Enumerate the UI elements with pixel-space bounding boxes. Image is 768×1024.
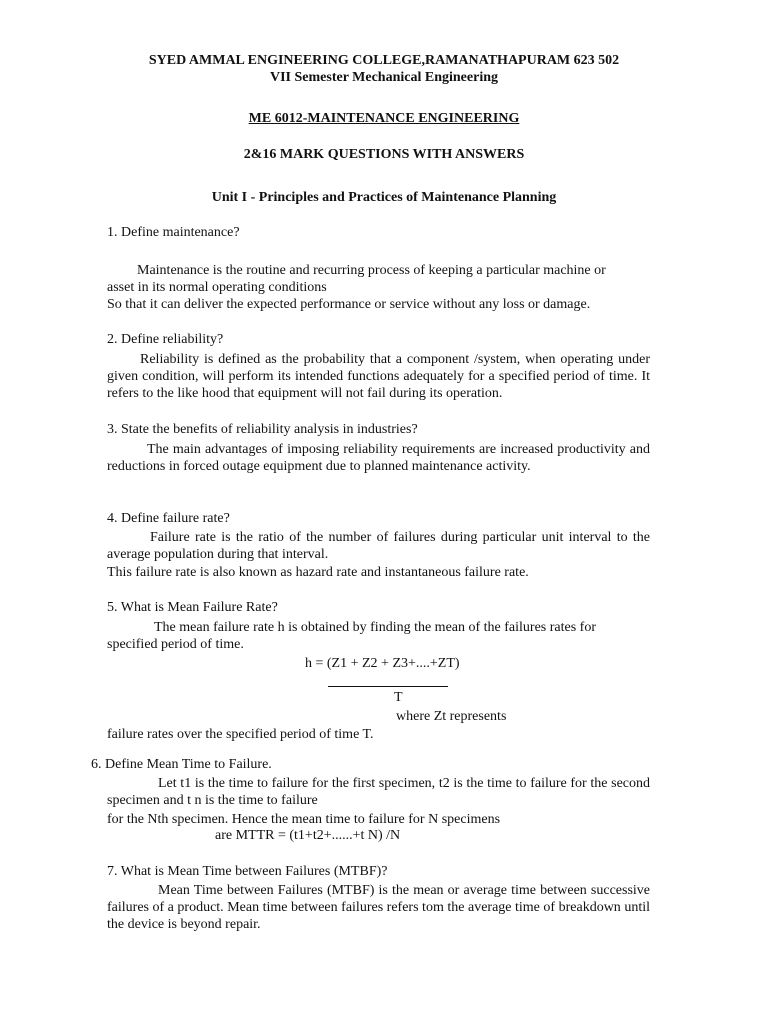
answer-5-tail: failure rates over the specified period of time T. — [107, 727, 374, 742]
answer-1-line-1: Maintenance is the routine and recurring process of keeping a particular machine or — [137, 263, 606, 278]
question-5: 5. What is Mean Failure Rate? — [107, 600, 278, 615]
answer-1-line-3: So that it can deliver the expected performance or service without any loss or damage. — [107, 297, 591, 312]
questions-subtitle: 2&16 MARK QUESTIONS WITH ANSWERS — [243, 147, 525, 162]
question-4: 4. Define failure rate? — [107, 511, 230, 526]
answer-5: The mean failure rate h is obtained by finding the mean of the failures rates for specified period of time. — [107, 620, 596, 652]
answer-6: Let t1 is the time to failure for the first specimen, t2 is the time to failure for the second specimen and t n is the time to failure — [107, 776, 650, 808]
formula-numerator: h = (Z1 + Z2 + Z3+....+ZT) — [305, 656, 460, 671]
answer-2: Reliability is defined as the probability that a component /system, when operating under given condition, will perform its intended functions adequately for a specified period of time. It refers to the like hood that equipment will not fail during its operation. — [107, 352, 650, 401]
answer-6-line-3: are MTTR = (t1+t2+......+t N) /N — [215, 828, 401, 843]
fraction-bar — [328, 686, 448, 687]
unit-heading: Unit I - Principles and Practices of Maintenance Planning — [211, 190, 557, 205]
semester-title: VII Semester Mechanical Engineering — [270, 70, 498, 85]
answer-6-line-2: for the Nth specimen. Hence the mean time to failure for N specimens — [107, 812, 501, 827]
formula-where: where Zt represents — [396, 709, 507, 724]
question-7: 7. What is Mean Time between Failures (MTBF)? — [107, 864, 388, 879]
college-title: SYED AMMAL ENGINEERING COLLEGE,RAMANATHAPURAM 623 502 — [148, 53, 620, 68]
answer-4-line-2: This failure rate is also known as hazard rate and instantaneous failure rate. — [107, 565, 529, 580]
course-title: ME 6012-MAINTENANCE ENGINEERING — [248, 111, 520, 126]
question-6: 6. Define Mean Time to Failure. — [91, 757, 272, 772]
question-3: 3. State the benefits of reliability analysis in industries? — [107, 422, 418, 437]
answer-7: Mean Time between Failures (MTBF) is the mean or average time between successive failures of a product. Mean time between failures refers tom the average time of breakdown until the device is beyond repair. — [107, 883, 650, 932]
answer-1-line-2: asset in its normal operating conditions — [107, 280, 327, 295]
formula-denominator: T — [394, 690, 403, 705]
question-1: 1. Define maintenance? — [107, 225, 240, 240]
question-2: 2. Define reliability? — [107, 332, 224, 347]
answer-3: The main advantages of imposing reliability requirements are increased productivity and reductions in forced outage equipment due to planned maintenance activity. — [107, 442, 650, 474]
answer-4: Failure rate is the ratio of the number of failures during particular unit interval to the average population during that interval. — [107, 530, 650, 562]
